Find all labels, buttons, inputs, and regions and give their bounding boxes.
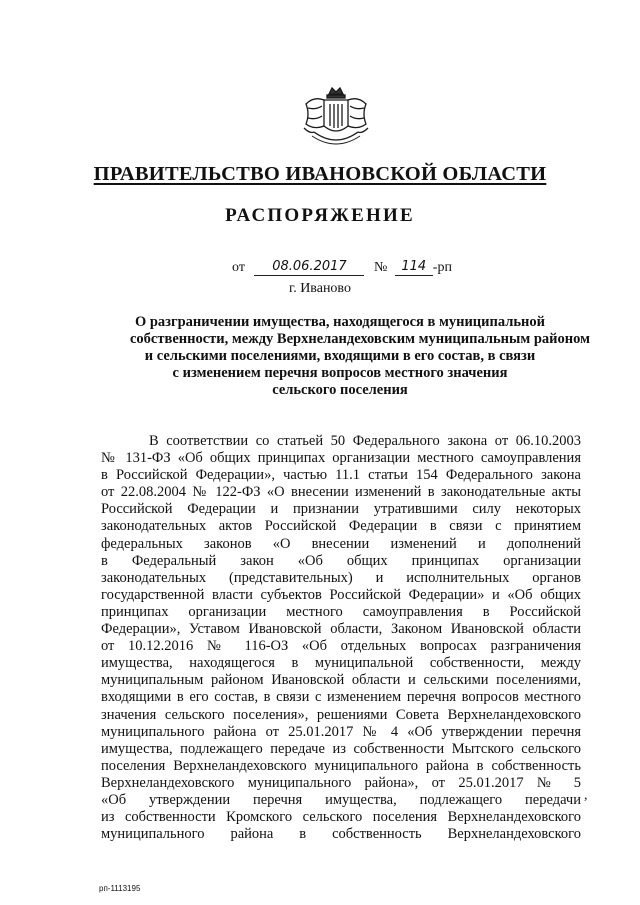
number-value: 114 [395, 258, 433, 276]
heading-line: собственности, между Верхнеландеховским муниципальным районом [130, 331, 590, 347]
body-line: из собственности Кромского сельского поселения Верхнеландеховского [101, 809, 581, 826]
body-line: законодательных (представительных) и исполнительных органов [101, 569, 581, 586]
body-line: «Об утверждении перечня имущества, подлежащего передачи [101, 791, 581, 808]
body-line: входящими в его состав, в связи с изменением перечня вопросов местного [101, 689, 581, 706]
body-line: № 131-ФЗ «Об общих принципах организации местного самоуправления [101, 450, 581, 467]
body-line: имущества, находящегося в муниципальной собственности, между [101, 655, 581, 672]
body-line: от 22.08.2004 № 122-ФЗ «О внесении изменений в законодательные акты [101, 484, 581, 501]
date-prefix: от [232, 260, 245, 275]
heading-line: сельского поселения [272, 382, 408, 398]
body-line: Федерации», Уставом Ивановской области, Законом Ивановской области [101, 621, 581, 638]
stray-mark: , [584, 788, 588, 803]
body-line: поселения Верхнеландеховского муниципального района в собственность [101, 757, 581, 774]
body-line: от 10.12.2016 № 116-ОЗ «Об отдельных вопросах разграничения [101, 638, 581, 655]
city: г. Иваново [289, 281, 351, 296]
document-heading [130, 314, 590, 399]
heading-line: и сельскими поселениями, входящими в его состав, в связи [144, 348, 536, 364]
date-number-line [232, 258, 452, 276]
body-line: муниципальным районом Ивановской области и сельскими поселениями, [101, 672, 581, 689]
body-line: Верхнеландеховского муниципального района», от 25.01.2017 № 5 [101, 774, 581, 791]
body-line: имущества, подлежащего передаче из собственности Мытского сельского [101, 740, 581, 757]
body-line: В соответствии со статьей 50 Федерального закона от 06.10.2003 [149, 433, 581, 449]
body-line: Российской Федерации и признании утратившими силу некоторых [101, 501, 581, 518]
body-line: принципах организации местного самоуправления в Российской [101, 603, 581, 620]
body-line: муниципального района от 25.01.2017 № 4 «Об утверждении перечня [101, 723, 581, 740]
body-paragraph [101, 433, 581, 843]
body-line: в Федеральный закон «Об общих принципах организации [101, 552, 581, 569]
body-line: муниципального района в собственность Верхнеландеховского [101, 826, 581, 843]
heading-line: О разграничении имущества, находящегося в муниципальной [134, 314, 546, 330]
body-line: значения сельского поселения», решениями Совета Верхнеландеховского [101, 706, 581, 723]
heading-line: с изменением перечня вопросов местного значения [172, 365, 508, 381]
document-code: рп-1113195 [99, 884, 141, 893]
body-line: законодательных актов Российской Федерации в связи с принятием [101, 518, 581, 535]
number-prefix: № [373, 260, 388, 275]
body-line: федеральных законов «О внесении изменений и дополнений [101, 535, 581, 552]
body-line: в Российской Федерации», частью 11.1 статьи 154 Федерального закона [101, 467, 581, 484]
coat-of-arms-icon [296, 86, 376, 152]
date-value: 08.06.2017 [254, 258, 364, 276]
number-suffix: -рп [432, 260, 452, 275]
government-title: ПРАВИТЕЛЬСТВО ИВАНОВСКОЙ ОБЛАСТИ [93, 163, 547, 185]
document-type: РАСПОРЯЖЕНИЕ [225, 205, 415, 226]
body-line: государственной власти субъектов Российской Федерации» и «Об общих [101, 586, 581, 603]
